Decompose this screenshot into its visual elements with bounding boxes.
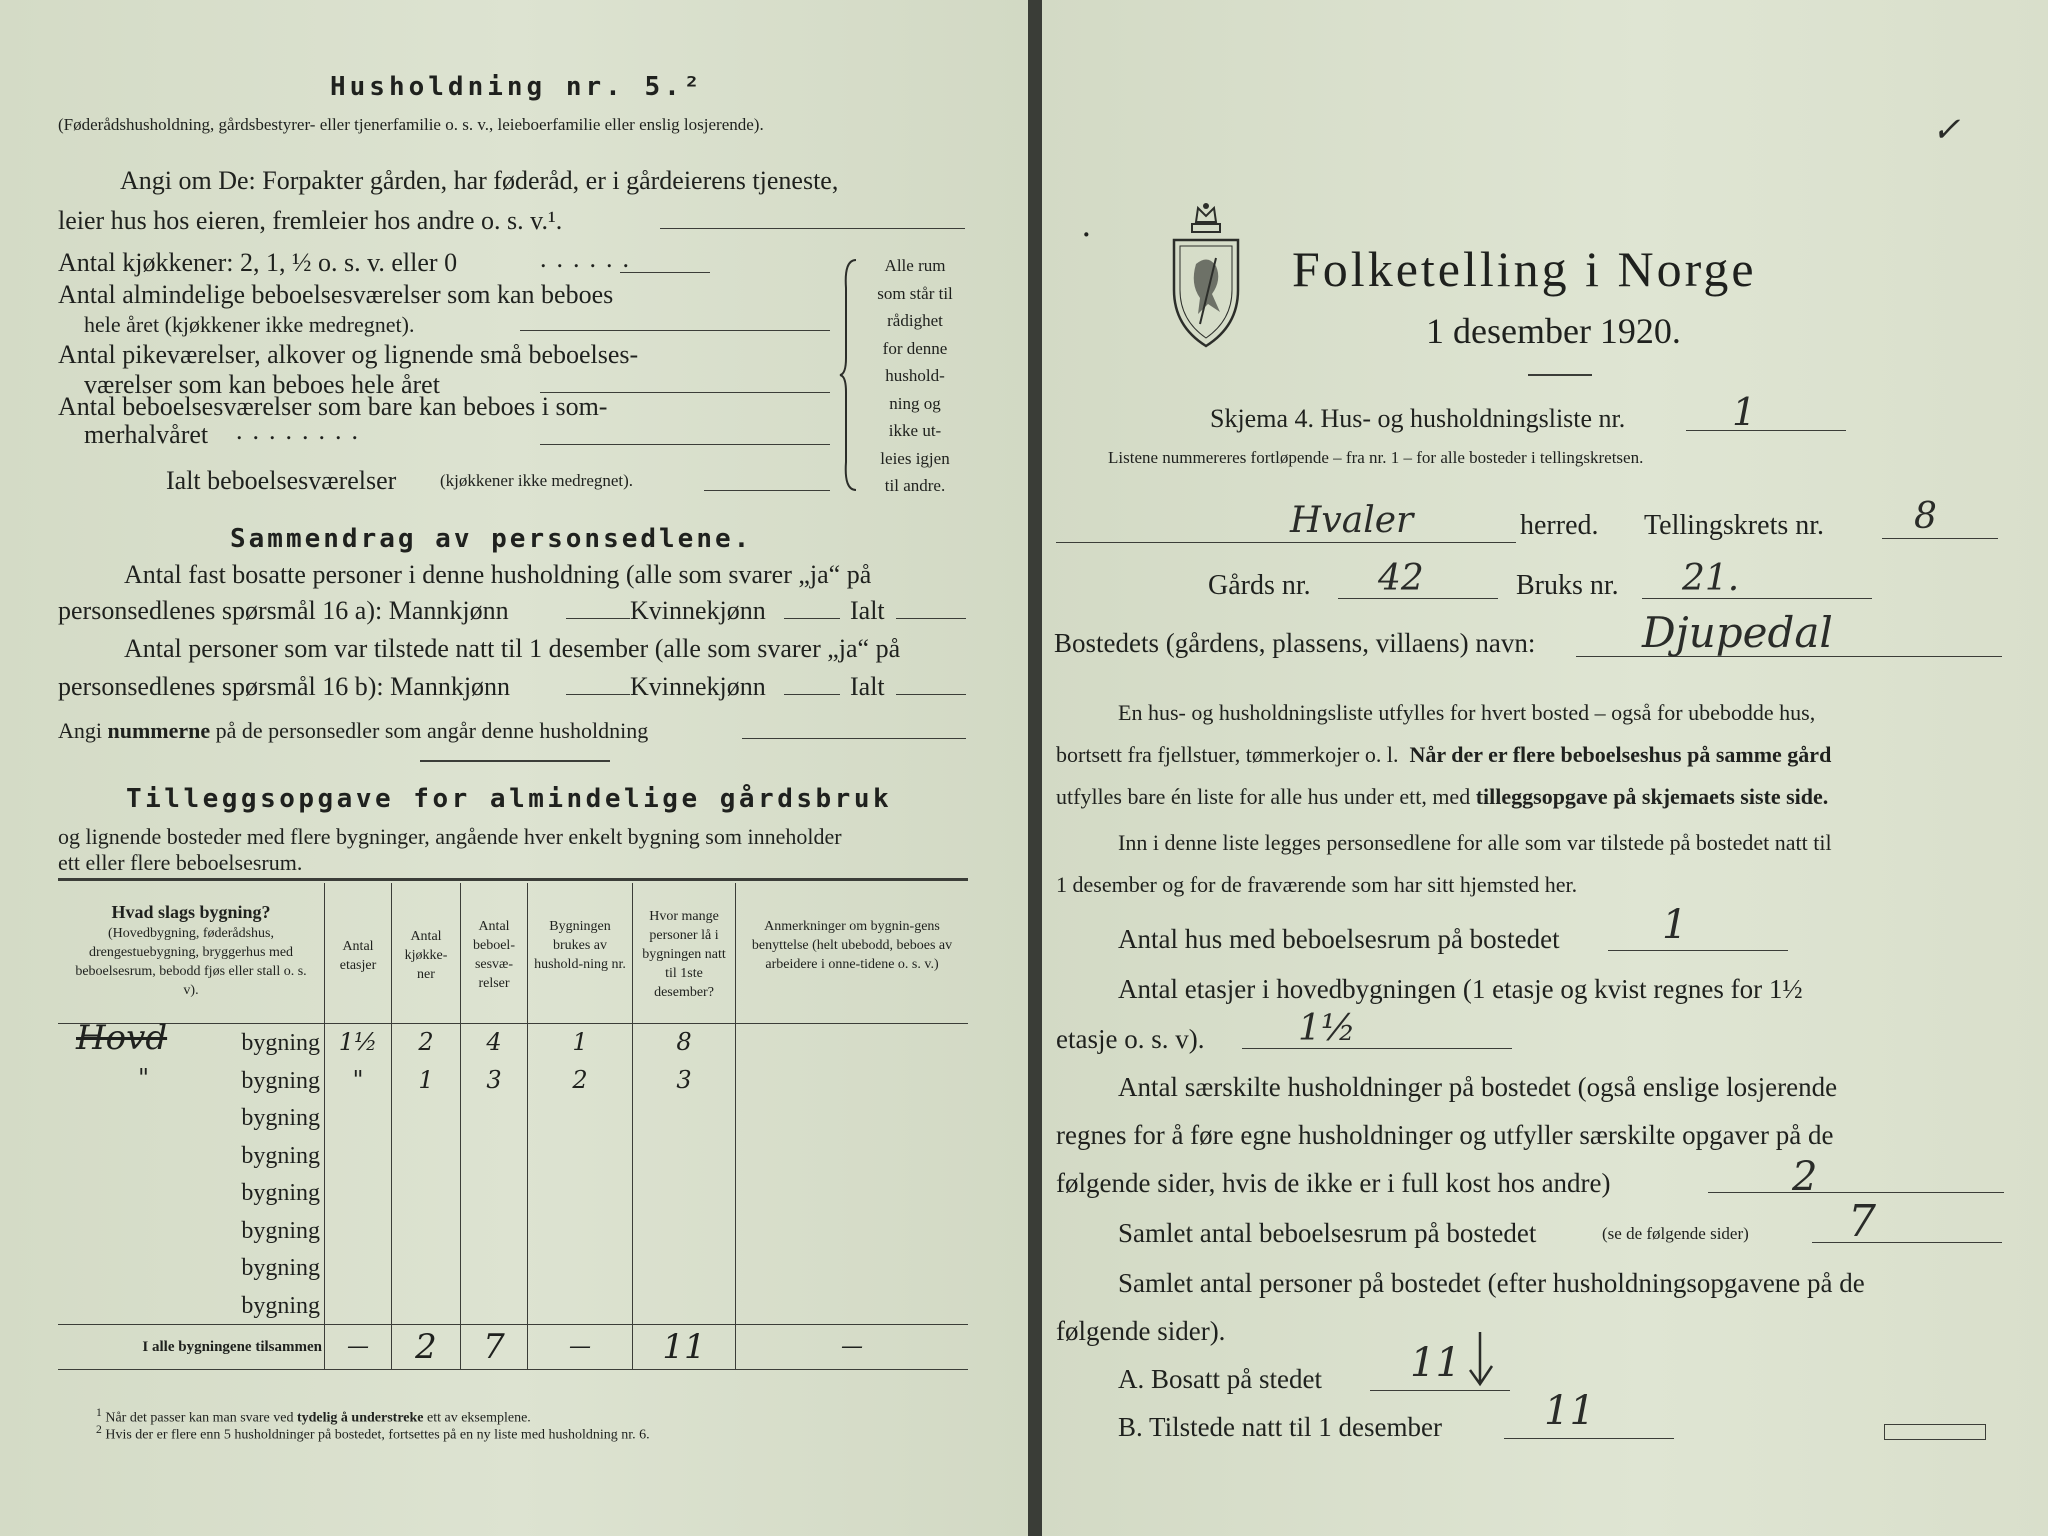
title-divider [1528, 374, 1592, 376]
samlet-pers-line-1: Samlet antal personer på bostedet (efter husholdningsopgavene på de [1118, 1268, 1865, 1298]
bruks-value: 21. [1682, 558, 1740, 599]
kvinne-b-label: Kvinnekjønn [630, 672, 766, 701]
herred-line [1056, 542, 1516, 543]
angi-line-1: Angi om De: Forpakter gården, har føderåd, er i gårdeierens tjeneste, [120, 166, 839, 195]
samm-line-4: personsedlenes spørsmål 16 b): Mannkjønn [58, 672, 511, 701]
sammendrag-title: Sammendrag av personsedlene. [230, 524, 753, 554]
tillegg-line-2: ett eller flere beboelsesrum. [58, 850, 303, 875]
herred-value: Hvaler [1290, 500, 1414, 541]
table-row: bygning [58, 1249, 968, 1287]
table-row: bygning [58, 1174, 968, 1212]
ialt-b-line [896, 694, 966, 695]
bosted-label: Bostedets (gårdens, plassens, villaens) navn: [1054, 628, 1536, 658]
som-dots: ........ [236, 416, 368, 445]
brace-note: Alle rum som står til rådighet for denne hushold- ning og ikke ut- leies igjen til andre. [877, 256, 953, 495]
table-row: bygning [58, 1212, 968, 1250]
right-page [1042, 0, 2048, 1536]
saer-value: 2 [1792, 1154, 1818, 1200]
dot-mark: · [1082, 220, 1091, 249]
krets-value: 8 [1914, 496, 1937, 537]
samm-line-3: Antal personer som var tilstede natt til 1 desember (alle som svarer „ja“ på [124, 634, 901, 663]
tilstede-line [1504, 1438, 1674, 1439]
etasjer-line-2: etasje o. s. v). [1056, 1024, 1205, 1054]
divider [420, 760, 610, 762]
bruks-label: Bruks nr. [1516, 570, 1619, 601]
brace-icon [838, 258, 862, 492]
table-row: bygning [58, 1287, 968, 1325]
ialt-b-label: Ialt [850, 672, 885, 701]
pike-line-1: Antal pikeværelser, alkover og lignende små beboelses- [58, 340, 639, 369]
table-row: Hovd bygning 1½ 2 4 1 8 [58, 1024, 968, 1062]
para-1-line-3: utfylles bare én liste for alle hus under ett, med tilleggsopgave på skjemaets siste side. [1056, 784, 1829, 809]
col-head-personer: Hvor mange personer lå i bygningen natt til 1ste desember? [633, 883, 736, 1024]
som-line-2: merhalvåret [84, 420, 209, 449]
samlet-rum-value: 7 [1848, 1196, 1876, 1247]
husholdning-subtitle: (Føderådshusholdning, gårdsbestyrer- eller tjenerfamilie o. s. v., leieboerfamilie eller enslig losjerende). [58, 115, 764, 134]
hus-line [1608, 950, 1788, 951]
table-row: bygning [58, 1137, 968, 1175]
kjokkener-line [620, 272, 710, 273]
col-head-vaerelser: Antal beboel-sesvæ-relser [461, 883, 528, 1024]
etasjer-line-1: Antal etasjer i hovedbygningen (1 etasje og kvist regnes for 1½ [1118, 974, 1803, 1004]
samlet-rum-label: Samlet antal beboelsesrum på bostedet [1118, 1218, 1537, 1248]
pike-line-2: værelser som kan beboes hele året [84, 370, 440, 399]
para-1-line-2: bortsett fra fjellstuer, tømmerkojer o. l. Når der er flere beboelseshus på samme gård [1056, 742, 1832, 767]
col-head-hush: Bygningen brukes av hushold-ning nr. [528, 883, 633, 1024]
bruks-line [1642, 598, 1872, 599]
mann-b-line [566, 694, 630, 695]
col-head-type: Hvad slags bygning? (Hovedbygning, føderådshus, drengestuebygning, bryggerhus med beboelsesrum, bebodd fjøs eller stall o. s. v). [58, 883, 325, 1024]
ialt-note: (kjøkkener ikke medregnet). [440, 471, 634, 490]
samm-line-2: personsedlenes spørsmål 16 a): Mannkjønn [58, 596, 509, 625]
tillegg-title: Tilleggsopgave for almindelige gårdsbruk [126, 784, 893, 814]
som-line-1: Antal beboelsesværelser som bare kan beboes i som- [58, 392, 608, 421]
col-head-etasjer: Antal etasjer [325, 883, 392, 1024]
mann-a-line [566, 618, 630, 619]
som-line [540, 444, 830, 445]
main-title: Folketelling i Norge [1292, 241, 1757, 297]
samlet-rum-line [1812, 1242, 2002, 1243]
tillegg-line-1: og lignende bosteder med flere bygninger, angående hver enkelt bygning som inneholder [58, 824, 842, 849]
angi-answer-line [660, 228, 965, 229]
saer-line-1: Antal særskilte husholdninger på bostedet (også enslige losjerende [1118, 1072, 1838, 1102]
tilstede-value: 11 [1544, 1388, 1595, 1434]
angi-line-2: leier hus hos eieren, fremleier hos andre o. s. v.¹. [58, 206, 563, 235]
para-2-line-1: Inn i denne liste legges personsedlene for alle som var tilstede på bostedet natt til [1118, 830, 1832, 855]
ialt-a-line [896, 618, 966, 619]
table-row: " bygning " 1 3 2 3 [58, 1062, 968, 1100]
kvinne-b-line [784, 694, 840, 695]
bosatt-label: A. Bosatt på stedet [1118, 1364, 1322, 1394]
liste-nr-value: 1 [1732, 390, 1757, 434]
printer-stamp [1884, 1424, 1986, 1440]
samlet-pers-line-2: følgende sider). [1056, 1316, 1226, 1346]
table-row: bygning [58, 1099, 968, 1137]
kvinne-a-label: Kvinnekjønn [630, 596, 766, 625]
col-head-anm: Anmerkninger om bygnin-gens benyttelse (helt ubebodd, beboes av arbeidere i onne-tidene o. s. v.) [736, 883, 969, 1024]
saer-line-2: regnes for å føre egne husholdninger og utfyller særskilte opgaver på de [1056, 1120, 1834, 1150]
ialt-a-label: Ialt [850, 596, 885, 625]
krets-label: Tellingskrets nr. [1644, 510, 1825, 541]
corner-check-mark: ✓ [1932, 110, 1961, 150]
husholdning-title: Husholdning nr. 5.² [330, 72, 704, 102]
tilstede-label: B. Tilstede natt til 1 desember [1118, 1412, 1442, 1442]
samlet-rum-note: (se de følgende sider) [1602, 1224, 1749, 1243]
saer-line [1708, 1192, 2004, 1193]
liste-nr-line [1686, 430, 1846, 431]
arrow-down-icon [1466, 1330, 1496, 1390]
hus-label: Antal hus med beboelsesrum på bostedet [1118, 924, 1560, 954]
kjokkener-dots: ...... [540, 244, 639, 273]
col-head-kjokkener: Antal kjøkke-ner [392, 883, 461, 1024]
listene-note: Listene nummereres fortløpende – fra nr. 1 – for alle bosteder i tellingskretsen. [1108, 448, 1644, 467]
nummerne-line [742, 738, 966, 739]
bosatt-value: 11 [1410, 1340, 1461, 1386]
coat-of-arms-icon [1168, 200, 1244, 348]
bosted-value: Djupedal [1642, 608, 1833, 657]
etasjer-value: 1½ [1298, 1008, 1356, 1049]
angi-nummerne: Angi nummerne på de personsedler som angår denne husholdning [58, 718, 649, 743]
kjokkener-label: Antal kjøkkener: 2, 1, ½ o. s. v. eller 0 [58, 248, 458, 277]
skjema-label: Skjema 4. Hus- og husholdningsliste nr. [1210, 404, 1626, 433]
ialt-label: Ialt beboelsesværelser [166, 466, 397, 495]
para-1-line-1: En hus- og husholdningsliste utfylles for hvert bosted – også for ubebodde hus, [1118, 700, 1816, 725]
kvinne-a-line [784, 618, 840, 619]
saer-line-3: følgende sider, hvis de ikke er i full kost hos andre) [1056, 1168, 1611, 1198]
etasjer-line [1242, 1048, 1512, 1049]
table-top-rule [58, 878, 968, 881]
footnote-1: $^1$ Når det passer kan man svare ved tydelig å understreke ett av eksemplene. [96, 1406, 531, 1426]
hus-value: 1 [1662, 902, 1688, 948]
para-2-line-2: 1 desember og for de fraværende som har sitt hjemsted her. [1056, 872, 1578, 897]
footnote-2: $^2$ Hvis der er flere enn 5 husholdninger på bostedet, fortsettes på en ny liste med husholdning nr. 6. [96, 1423, 650, 1443]
alm-line [520, 330, 830, 331]
building-table [58, 883, 968, 1370]
gards-value: 42 [1378, 558, 1424, 599]
bosatt-line [1370, 1390, 1510, 1391]
gards-label: Gårds nr. [1208, 570, 1311, 601]
census-date: 1 desember 1920. [1426, 311, 1681, 351]
table-total-row: I alle bygningene tilsammen — 2 7 — 11 — [58, 1325, 968, 1370]
herred-label: herred. [1520, 510, 1599, 541]
samm-line-1: Antal fast bosatte personer i denne husholdning (alle som svarer „ja“ på [124, 560, 872, 589]
alm-line-2: hele året (kjøkkener ikke medregnet). [84, 312, 415, 337]
krets-line [1882, 538, 1998, 539]
alm-line-1: Antal almindelige beboelsesværelser som kan beboes [58, 280, 614, 309]
ialt-line [704, 490, 830, 491]
